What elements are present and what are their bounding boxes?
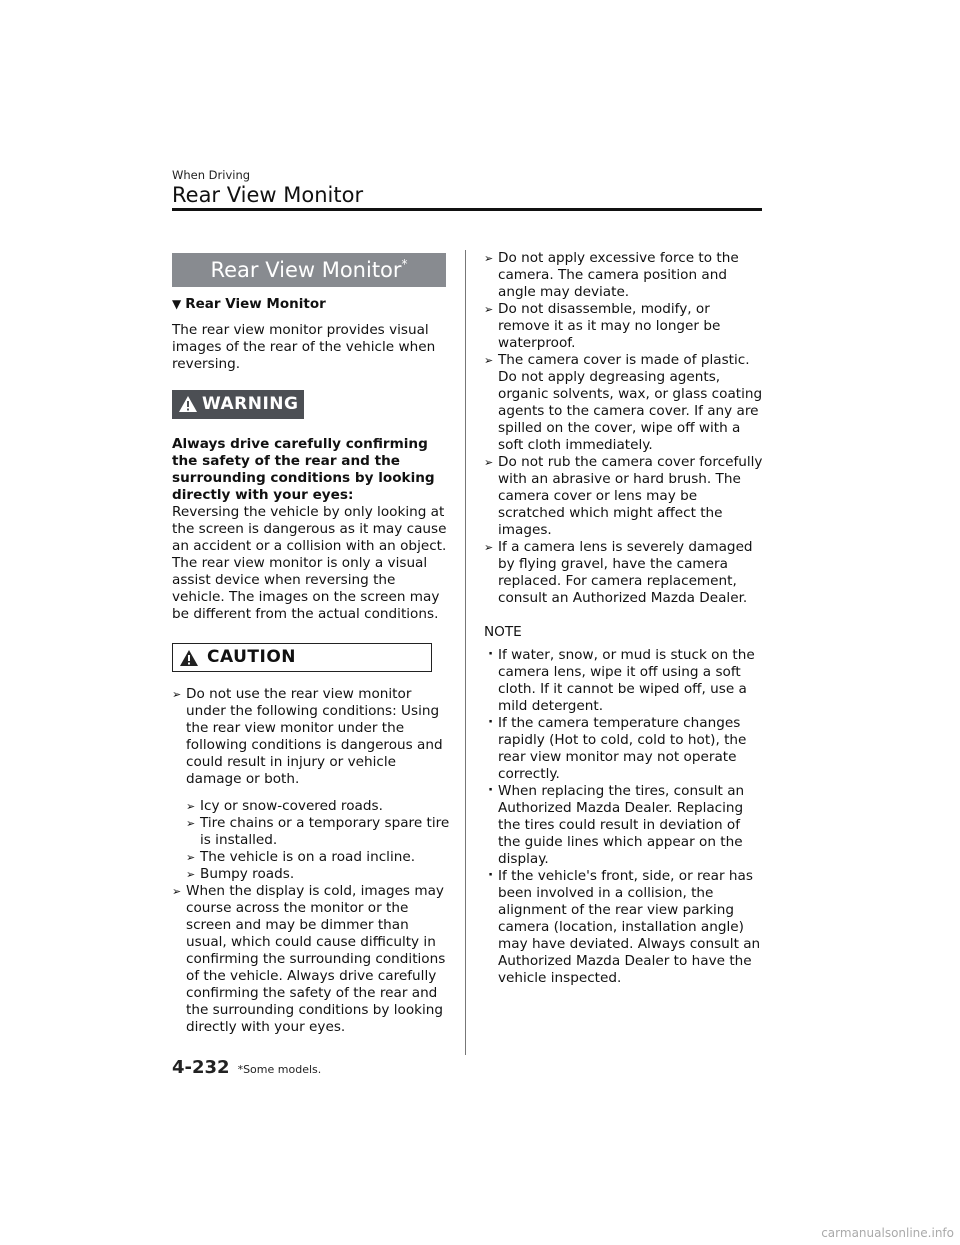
- warning-triangle-icon: [178, 395, 198, 413]
- condition-list: [172, 798, 452, 883]
- caution-item: ➢ Do not apply excessive force to the camera. The camera position and angle may deviate.: [484, 250, 764, 301]
- condition-item: ➢ Tire chains or a temporary spare tire is installed.: [186, 815, 452, 849]
- page-footer: [172, 1057, 321, 1078]
- banner-title: Rear View Monitor: [210, 258, 402, 282]
- note-item: · If the vehicle's front, side, or rear has been involved in a collision, the alignment of the rear view parking camera (location, installation angle) may have deviated. Always consult an Authorized Mazda Dealer to have the vehicle inspected.: [484, 868, 764, 987]
- footnote: *Some models.: [237, 1063, 322, 1076]
- warning-body: Reversing the vehicle by only looking at the screen is dangerous as it may cause an accident or a collision with an object. The rear view monitor is only a visual assist device when reversing the vehicle. The images on the screen may be different from the actual conditions.: [172, 504, 447, 622]
- warning-label: [172, 390, 304, 419]
- condition-item: ➢ Bumpy roads.: [186, 866, 452, 883]
- warning-label-text: WARNING: [202, 394, 299, 414]
- header-rule: [172, 208, 762, 211]
- page-title: Rear View Monitor: [172, 183, 364, 207]
- left-column: [172, 250, 452, 1036]
- note-item: · If the camera temperature changes rapidly (Hot to cold, cold to hot), the rear view monitor may not operate correctly.: [484, 715, 764, 783]
- triangle-down-icon: ▼: [172, 297, 182, 311]
- page-number: 4-232: [172, 1057, 230, 1078]
- note-item: · If water, snow, or mud is stuck on the camera lens, wipe it off using a soft cloth. If it cannot be wiped off, use a mild detergent.: [484, 647, 764, 715]
- right-column: [484, 250, 764, 987]
- watermark: carmanualsonline.info: [821, 1226, 954, 1240]
- column-divider: [465, 250, 466, 1055]
- section-banner: [172, 253, 446, 287]
- caution-item: ➢ Do not disassemble, modify, or remove it as it may no longer be waterproof.: [484, 301, 764, 352]
- section-label: When Driving: [172, 168, 251, 182]
- caution-label: [172, 643, 432, 672]
- warning-lead: Always drive carefully confirming the safety of the rear and the surrounding conditions by looking directly with your eyes:: [172, 436, 435, 503]
- caution-triangle-icon: [179, 649, 199, 667]
- note-item: · When replacing the tires, consult an Authorized Mazda Dealer. Replacing the tires could result in deviation of the guide lines which appear on the display.: [484, 783, 764, 868]
- condition-item: ➢ Icy or snow-covered roads.: [186, 798, 452, 815]
- caution-item: ➢ The camera cover is made of plastic. Do not apply degreasing agents, organic solvents, wax, or glass coating agents to the camera cover. If any are spilled on the cover, wipe off with a soft cloth immediately.: [484, 352, 764, 454]
- condition-item: ➢ The vehicle is on a road incline.: [186, 849, 452, 866]
- subheading-text: Rear View Monitor: [185, 296, 326, 312]
- caution-item: ➢ Do not rub the camera cover forcefully with an abrasive or hard brush. The camera cover or lens may be scratched which might affect the images.: [484, 454, 764, 539]
- banner-asterisk: *: [401, 257, 408, 271]
- intro-paragraph: The rear view monitor provides visual images of the rear of the vehicle when reversing.: [172, 322, 436, 372]
- caution-label-text: CAUTION: [207, 647, 297, 667]
- caution-item: ➢ Do not use the rear view monitor under the following conditions: Using the rear view monitor under the following conditions is dangerous and could result in injury or vehicle damage or both.: [172, 686, 452, 788]
- note-label: NOTE: [484, 624, 522, 640]
- caution-item: ➢ If a camera lens is severely damaged by flying gravel, have the camera replaced. For camera replacement, consult an Authorized Mazda Dealer.: [484, 539, 764, 607]
- subheading: [172, 296, 452, 312]
- page-header: [172, 168, 762, 207]
- caution-item: ➢ When the display is cold, images may course across the monitor or the screen and may be dimmer than usual, which could cause difficulty in confirming the surrounding conditions of the vehicle. Always drive carefully confirming the safety of the rear and the surrounding conditions by looking directly with your eyes.: [172, 883, 452, 1036]
